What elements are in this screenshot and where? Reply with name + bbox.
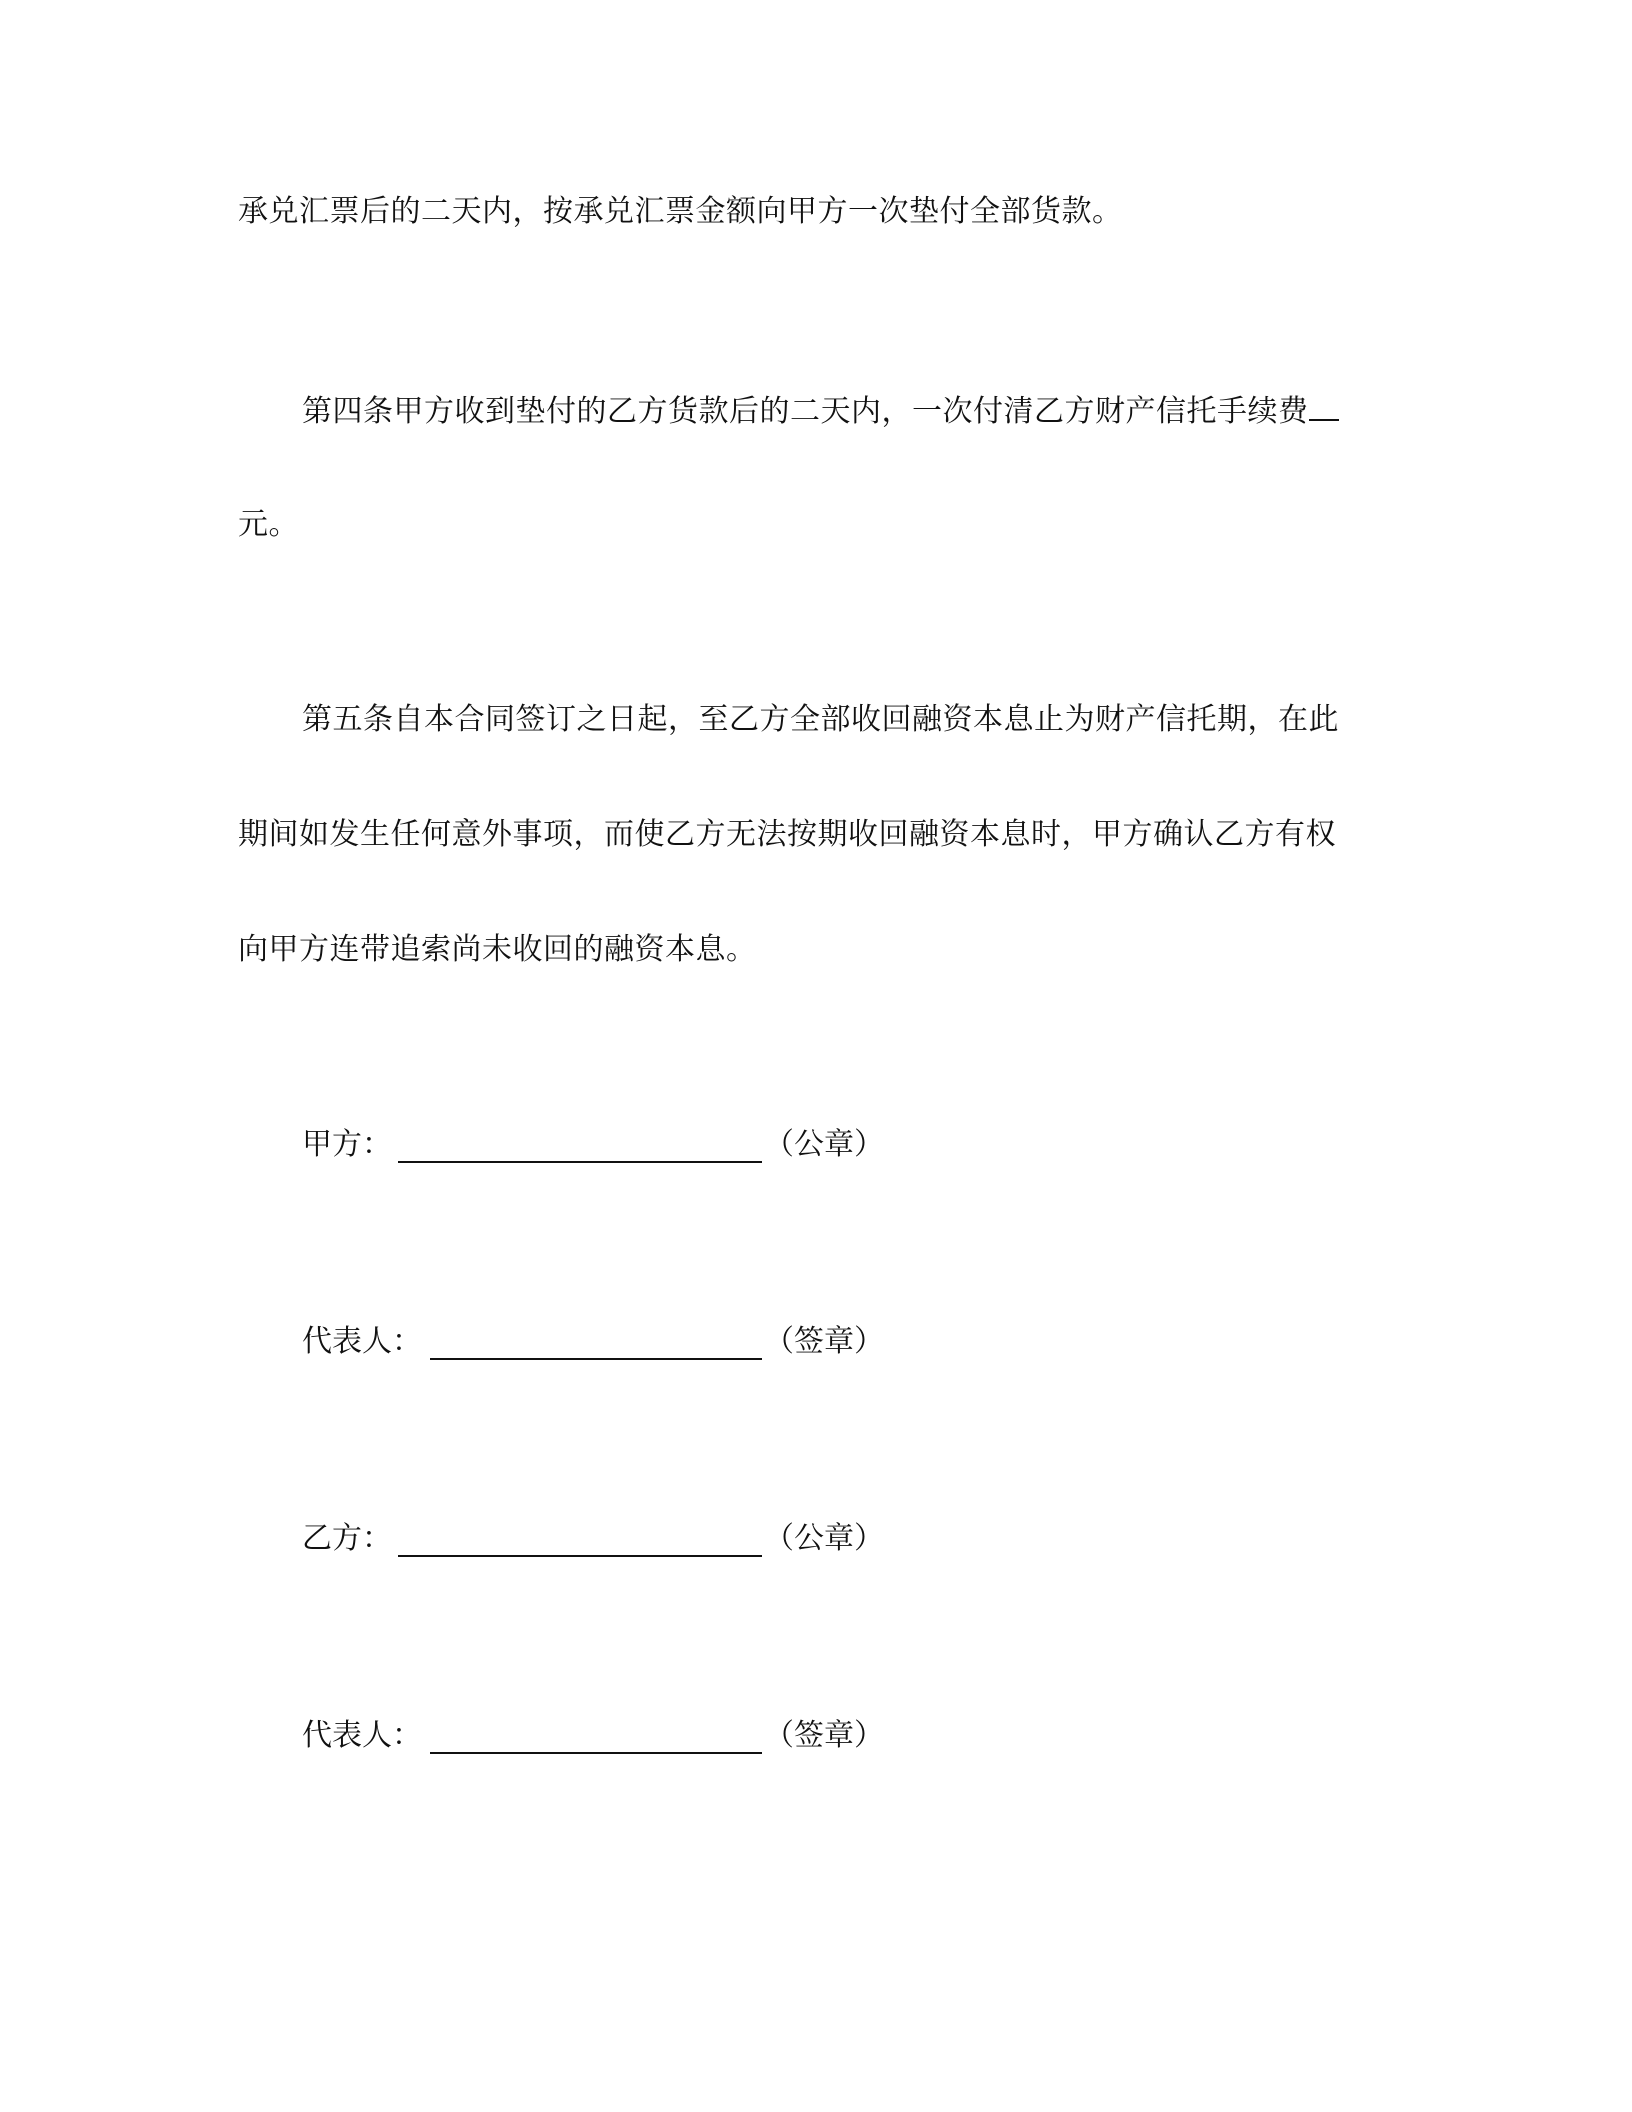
party-a-label: 甲方： (302, 1127, 392, 1162)
party-b-label: 乙方： (302, 1521, 392, 1556)
signature-row-party-a (302, 1125, 902, 1169)
party-a-representative-seal-note: （签章） (764, 1324, 884, 1359)
party-b-representative-label: 代表人： (302, 1718, 422, 1753)
article-5-line-2: 期间如发生任何意外事项，而使乙方无法按期收回融资本息时，甲方确认乙方有权 (238, 817, 1336, 852)
signature-row-party-b (302, 1519, 902, 1563)
party-b-signature-line (398, 1555, 762, 1557)
signature-row-party-a-representative (302, 1322, 902, 1366)
party-a-representative-label: 代表人： (302, 1324, 422, 1359)
article-5-line-1: 第五条自本合同签订之日起，至乙方全部收回融资本息止为财产信托期，在此 (302, 702, 1339, 737)
party-a-seal-note: （公章） (764, 1127, 884, 1162)
paragraph-3-tail: 承兑汇票后的二天内，按承兑汇票金额向甲方一次垫付全部货款。 (238, 194, 1123, 229)
article-4-text: 第四条甲方收到垫付的乙方货款后的二天内，一次付清乙方财产信托手续费 (302, 394, 1309, 429)
fee-amount-blank (1309, 389, 1339, 421)
party-b-representative-seal-note: （签章） (764, 1718, 884, 1753)
party-b-representative-signature-line (430, 1752, 762, 1754)
party-a-signature-line (398, 1161, 762, 1163)
article-5-line-3: 向甲方连带追索尚未收回的融资本息。 (238, 932, 757, 967)
article-4-line-2: 元。 (238, 507, 299, 542)
signature-row-party-b-representative (302, 1716, 902, 1760)
party-a-representative-signature-line (430, 1358, 762, 1360)
article-4-line-1 (302, 389, 1339, 432)
party-b-seal-note: （公章） (764, 1521, 884, 1556)
